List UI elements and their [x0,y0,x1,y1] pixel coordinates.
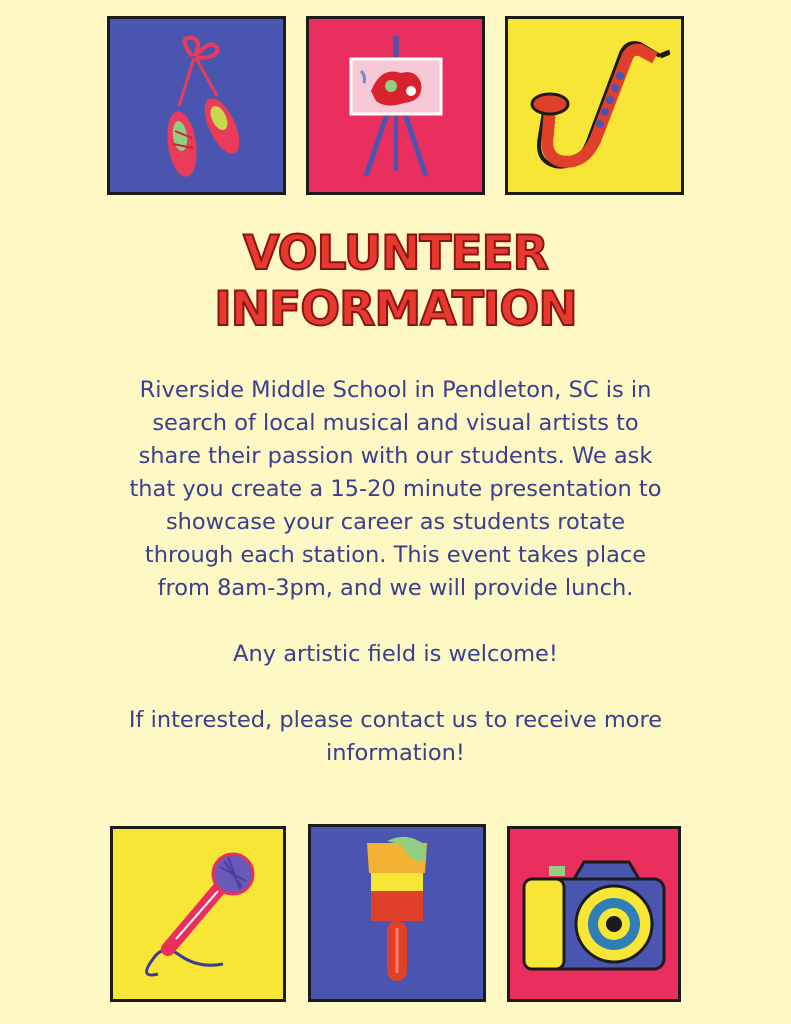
welcome-paragraph: Any artistic field is welcome! [233,641,558,667]
tile-microphone [110,826,286,1002]
tile-camera [507,826,681,1002]
body-content [125,374,666,770]
tile-easel [306,16,485,195]
easel-painting-icon [336,31,456,181]
saxophone-icon [520,26,670,186]
intro-paragraph: Riverside Middle School in Pendleton, SC is in search of local musical and visual artists to share their passion with our students. We ask that you create a 15-20 minute presentation to showcase your career as students rotate through each station. This event takes place from 8am-3pm, and we will provide lunch. [129,377,662,601]
tile-ballet-shoes [107,16,286,195]
page-title [0,226,791,338]
tile-paintbrush [308,824,486,1002]
title-line-1: VOLUNTEER [243,226,548,281]
title-line-2: INFORMATION [214,282,577,337]
paintbrush-icon [347,833,447,993]
contact-paragraph: If interested, please contact us to receive more information! [128,707,663,766]
microphone-icon [128,839,268,989]
camera-icon [519,854,669,974]
ballet-shoes-icon [137,26,257,186]
tile-saxophone [505,16,684,195]
